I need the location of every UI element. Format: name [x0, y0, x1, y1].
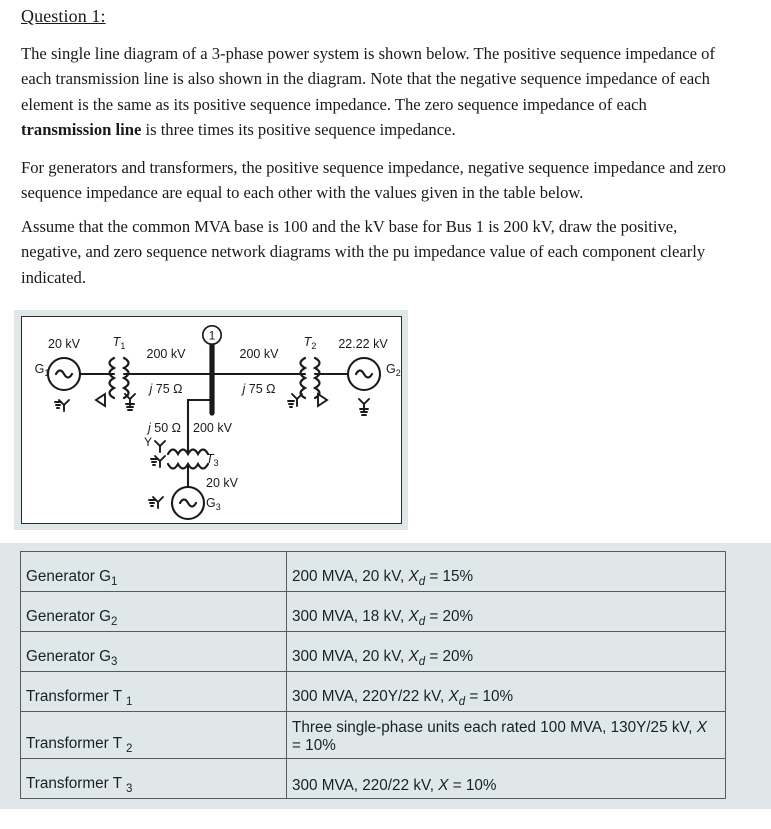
single-line-diagram-panel: [14, 310, 408, 530]
reactance-symbol: X: [696, 719, 707, 736]
component-rating-cell: [287, 672, 726, 712]
grounding-symbol-t2: [288, 394, 302, 407]
component-rating-text: 200 MVA, 20 kV,: [292, 567, 409, 585]
paragraph-1-text-part2: is three times its positive sequence impedance.: [141, 120, 456, 140]
generator-g3-label: $G_3$: [206, 496, 221, 512]
component-name-subscript: 2: [111, 616, 118, 628]
question-paragraph-2: For generators and transformers, the positive sequence impedance, negative sequence impedance and zero sequence impedance are equal to each other with the values given in the table below.: [21, 158, 726, 203]
component-name: Generator G: [26, 647, 112, 665]
reactance-value: = 10%: [448, 777, 497, 794]
page-title: Question 1:: [21, 6, 106, 26]
generator-g1-voltage: 20 kV: [48, 337, 80, 351]
table-row: [21, 552, 726, 592]
component-name: Generator G: [26, 607, 112, 625]
generator-g3-sine: [180, 500, 196, 507]
line-right-impedance: j 75 Ω: [242, 382, 276, 396]
transformer-t2-label: $T_2$: [303, 335, 317, 351]
single-line-diagram-canvas: [21, 316, 402, 524]
grounding-symbol-t3: [151, 456, 165, 467]
transformer-t1-symbol: [110, 358, 129, 398]
component-name: Generator G: [26, 567, 112, 585]
component-name-subscript: 2: [126, 743, 133, 755]
transformer-t1-label: $T_1$: [112, 335, 126, 351]
table-row: [21, 712, 726, 759]
line-left-impedance: j 75 Ω: [149, 382, 183, 396]
generator-g1-label: $G_1$: [34, 362, 50, 378]
component-name-cell: [21, 712, 287, 759]
bus-1-number: 1: [208, 328, 216, 343]
component-name: Transformer T: [26, 734, 127, 752]
component-name-subscript: 1: [111, 576, 118, 588]
table-row: [21, 759, 726, 799]
generator-g2-voltage: 22.22 kV: [338, 337, 388, 351]
question-paragraph-3: Assume that the common MVA base is 100 and the kV base for Bus 1 is 200 kV, draw the positive, negative, and zero sequence network diagrams with the pu impedance value of each component clearly indicated.: [21, 217, 706, 287]
reactance-symbol-subscript: d: [418, 656, 426, 668]
component-rating-text: Three single-phase units each rated 100 MVA, 130Y/25 kV,: [292, 719, 697, 736]
spec-table-body: [21, 552, 726, 799]
wye-symbol-t3-hv: [155, 441, 165, 452]
component-name: Transformer T: [26, 774, 127, 792]
component-rating-text: 300 MVA, 220Y/22 kV,: [292, 687, 449, 705]
reactance-symbol-subscript: d: [458, 696, 466, 708]
line-mid-voltage: 200 kV: [193, 421, 232, 435]
equipment-spec-table: [20, 551, 726, 799]
line-mid-impedance: j 50 Ω: [148, 421, 181, 435]
transformer-t3-label: $T_3$: [206, 452, 219, 468]
single-line-diagram-svg: [22, 317, 402, 524]
grounding-symbol-g1: [55, 400, 69, 411]
grounding-symbol-t1: [125, 394, 135, 410]
paragraph-1-text-part1: The single line diagram of a 3-phase power system is shown below. The positive sequence impedance of each transmission line is also shown in the diagram. Note that the negative sequence impedance of each element is the same as its positive sequence impedance. The zero sequence impedance of each: [21, 44, 715, 114]
paragraph-1-bold-term: transmission line: [21, 120, 142, 140]
component-name-cell: [21, 552, 287, 592]
component-rating-text: 300 MVA, 18 kV,: [292, 607, 409, 625]
delta-symbol-t2: [318, 394, 327, 406]
reactance-symbol-subscript: d: [418, 576, 426, 588]
component-name-subscript: 3: [126, 783, 133, 795]
component-name-subscript: 1: [126, 696, 133, 708]
delta-symbol-t1: [96, 394, 105, 406]
question-paragraph-1: [21, 41, 731, 143]
reactance-symbol: X: [448, 687, 459, 705]
component-rating-cell: [287, 632, 726, 672]
component-name-cell: [21, 672, 287, 712]
transformer-t2-symbol: [301, 358, 320, 398]
component-rating-cell: [287, 759, 726, 799]
grounding-symbol-g3: [149, 497, 163, 508]
reactance-value: = 20%: [425, 607, 474, 625]
line-right-voltage: 200 kV: [239, 347, 279, 361]
component-name-cell: [21, 759, 287, 799]
generator-g3-voltage: 20 kV: [206, 476, 238, 490]
generator-g2-label: $G_2$: [386, 362, 401, 378]
spec-table-band: [0, 543, 771, 809]
component-rating-cell: [287, 552, 726, 592]
component-rating-text: 300 MVA, 220/22 kV,: [292, 777, 439, 794]
reactance-value: = 20%: [425, 647, 474, 665]
reactance-symbol: X: [408, 607, 419, 625]
reactance-value: = 15%: [425, 567, 474, 585]
component-rating-text: 300 MVA, 20 kV,: [292, 647, 409, 665]
grounding-symbol-g2: [359, 399, 369, 415]
generator-g2-sine: [356, 371, 372, 378]
component-name-cell: [21, 632, 287, 672]
component-name-cell: [21, 592, 287, 632]
component-name: Transformer T: [26, 687, 127, 705]
reactance-symbol-subscript: d: [418, 616, 426, 628]
generator-g1-sine: [56, 371, 72, 378]
component-name-subscript: 3: [111, 656, 118, 668]
reactance-symbol: X: [408, 567, 419, 585]
table-row: [21, 632, 726, 672]
reactance-value: = 10%: [292, 737, 336, 754]
reactance-symbol: X: [408, 647, 419, 665]
line-left-voltage: 200 kV: [146, 347, 186, 361]
table-row: [21, 672, 726, 712]
table-row: [21, 592, 726, 632]
component-rating-cell: [287, 712, 726, 759]
reactance-symbol: X: [438, 777, 449, 794]
reactance-value: = 10%: [465, 687, 514, 705]
wye-letter-t3-hv: Y: [143, 435, 153, 449]
component-rating-cell: [287, 592, 726, 632]
